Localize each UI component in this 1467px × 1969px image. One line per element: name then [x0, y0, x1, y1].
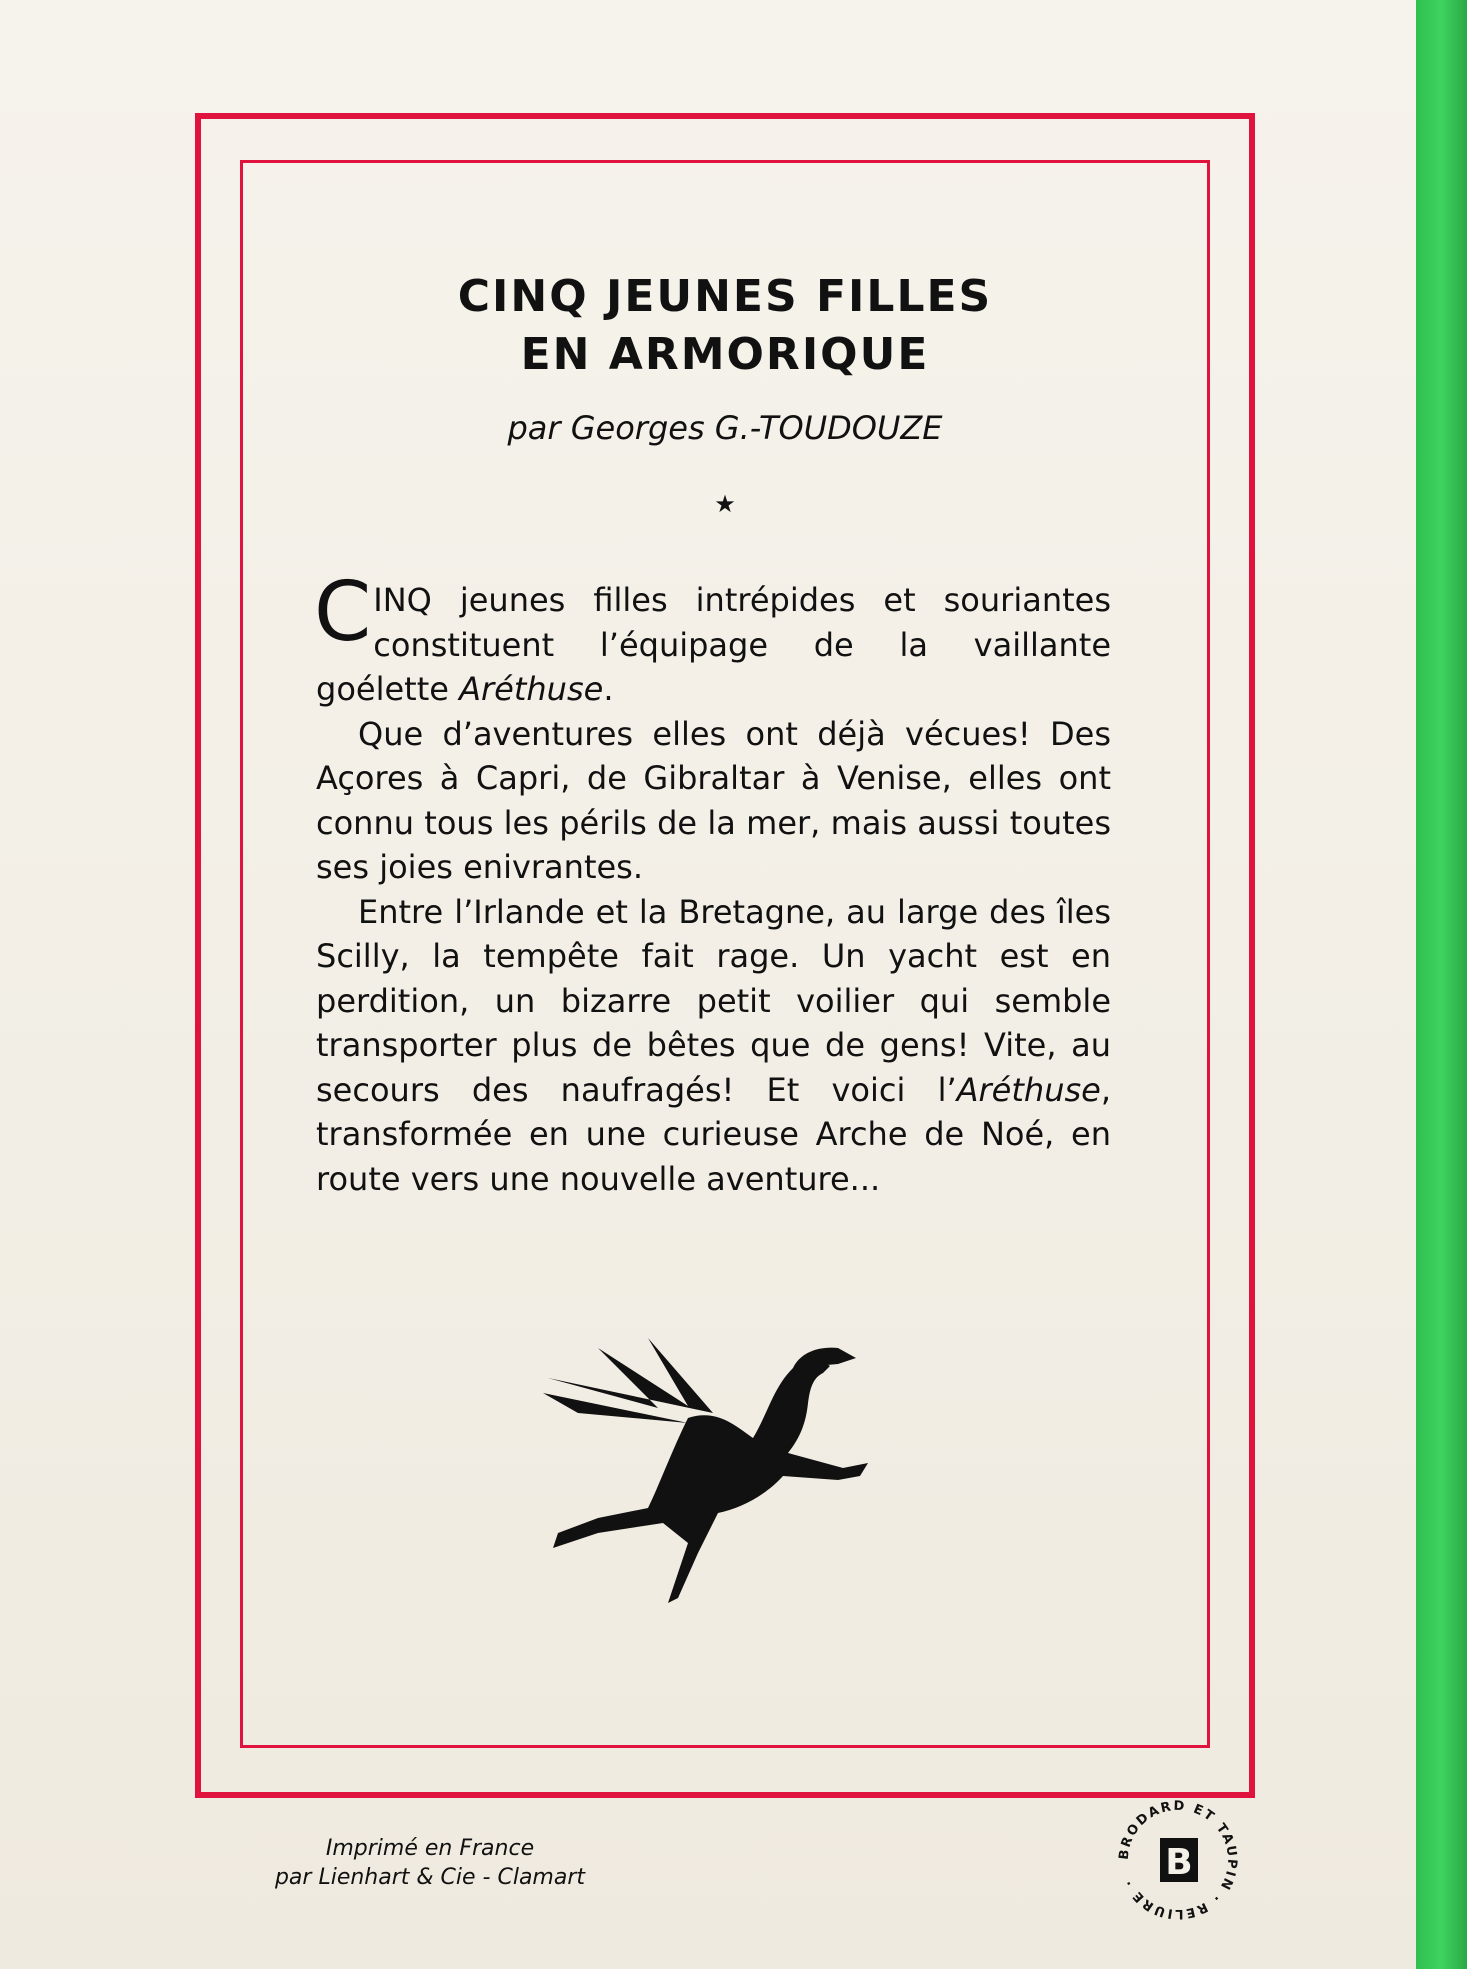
- imprint-line-2: par Lienhart & Cie - Clamart: [274, 1865, 586, 1890]
- summary-paragraph-3: Entre l’Irlande et la Bretagne, au large des îles Scilly, la tempête fait rage. Un yacht est en perdition, un bizarre petit voilier qui semble transporter plus de bêtes que de gens! Vite, au secours des naufragés! Et voici l’Aréthuse, transformée en une curieuse Arche de Noé, en route vers une nouvelle aventure...: [316, 892, 1111, 1198]
- star-ornament: ★: [714, 490, 736, 518]
- seal-letter: B: [1165, 1842, 1193, 1883]
- seal-text: BRODARD ET TAUPIN · RELIURE ·: [1116, 1798, 1240, 1922]
- title-line-1: CINQ JEUNES FILLES: [457, 271, 993, 322]
- binder-seal-icon: [1108, 1790, 1248, 1930]
- summary-paragraph-1: CINQ jeunes filles intrépides et souriantes constituent l’équipage de la vaillante goélette Aréthuse.: [314, 565, 1111, 708]
- imprint-line-1: Imprimé en France: [325, 1836, 535, 1861]
- dropcap: C: [314, 565, 372, 660]
- pegasus-logo-icon: [538, 1318, 888, 1608]
- green-spine: [1416, 0, 1467, 1969]
- author-line: par Georges G.-TOUDOUZE: [507, 409, 943, 447]
- imprint-text: [260, 1834, 600, 1892]
- summary-paragraph-2: Que d’aventures elles ont déjà vécues! Des Açores à Capri, de Gibraltar à Venise, elles ont connu tous les périls de la mer, mais aussi toutes ses joies enivrantes.: [316, 714, 1111, 886]
- book-title: [240, 268, 1210, 384]
- title-line-2: EN ARMORIQUE: [520, 329, 930, 380]
- summary-text: [314, 565, 1111, 1201]
